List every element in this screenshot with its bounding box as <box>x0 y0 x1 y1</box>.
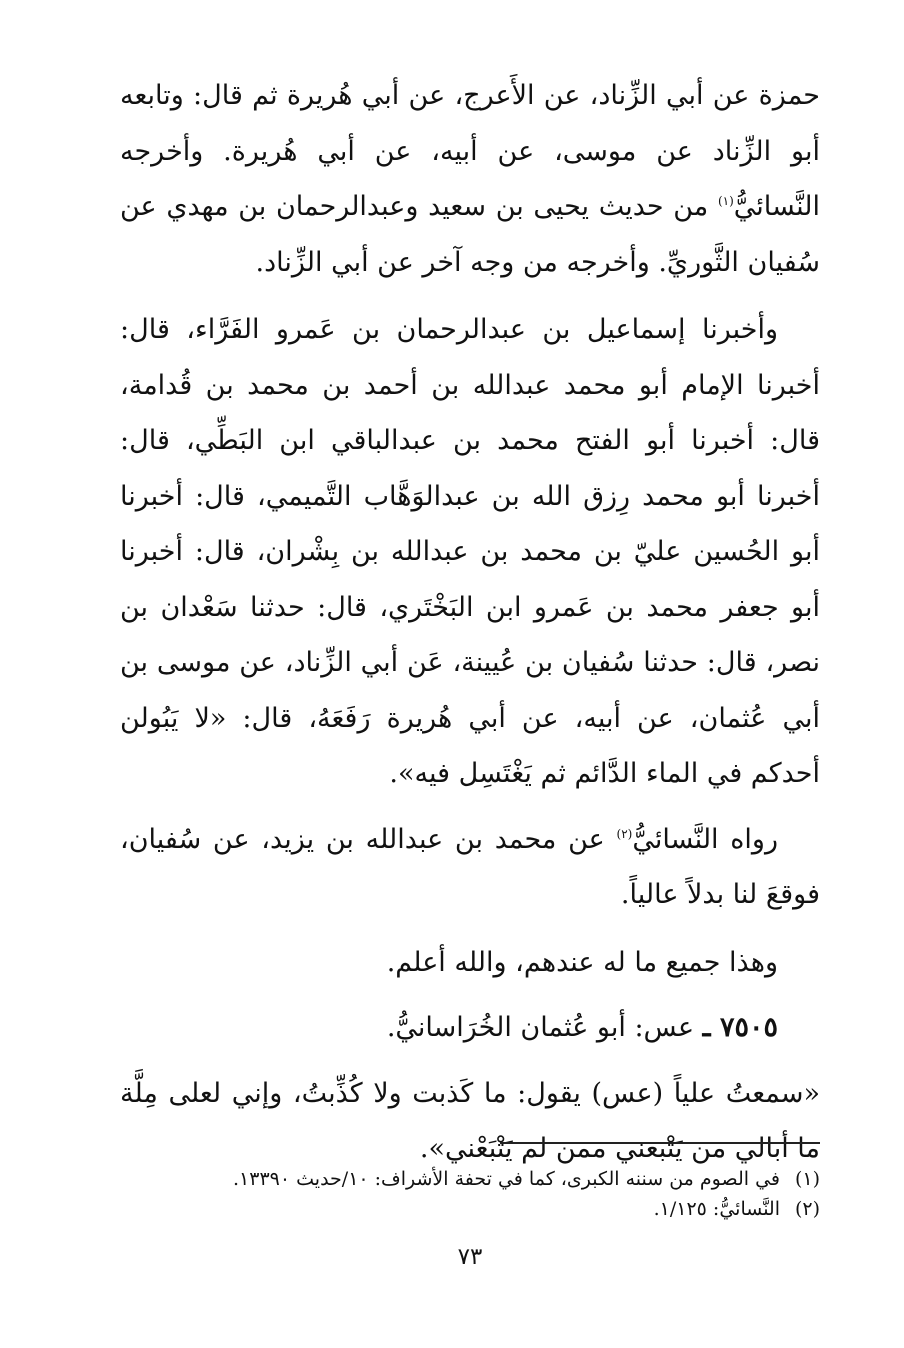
footnote-2 <box>120 1194 820 1224</box>
paragraph-nasai <box>120 812 820 923</box>
paragraph-closing <box>120 935 820 991</box>
paragraph-text: وهذا جميع ما له عندهم، والله أعلم. <box>386 946 778 978</box>
entry-title: عس: أبو عُثمان الخُرَاسانيُّ. <box>386 1012 703 1043</box>
footnote-divider <box>500 1142 820 1144</box>
paragraph-text: حمزة عن أبي الزِّناد، عن الأَعرج، عن أبي هُريرة ثم قال: وتابعه أبو الزِّناد عن موسى، عن أبيه، عن أبي هُريرة. وأخرجه النَّسائيُّ <box>120 80 820 222</box>
footnote-ref-1: (١) <box>717 194 734 208</box>
paragraph-text: «سمعتُ علياً (عس) يقول: ما كَذبت ولا كُذِّبتُ، وإني لعلى مِلَّة ما أبالي من يَتْبعني ممن لم يَتْبَعْني». <box>120 1077 820 1164</box>
footnote-number: (٢) <box>794 1198 820 1220</box>
footnote-ref-2: (٢) <box>616 826 633 841</box>
paragraph-text: وأخبرنا إسماعيل بن عبدالرحمان بن عَمرو الفَرَّاء، قال: أخبرنا الإمام أبو محمد عبدالله بن أحمد بن محمد بن قُدامة، قال: أخبرنا أبو الفتح محمد بن عبدالباقي ابن البَطِّي، قال: أخبرنا أبو محمد رِزق الله بن عبدالوَهَّاب التَّميمي، قال: أخبرنا أبو الحُسين عليّ بن محمد بن عبدالله بن بِشْران، قال: أخبرنا أبو جعفر محمد بن عَمرو ابن البَخْتَري، قال: حدثنا سَعْدان بن نصر، قال: حدثنا سُفيان بن عُيينة، عَن أبي الزِّناد، عن موسى بن أبي عُثمان، عن أبيه، عن أبي هُريرة رَفَعَهُ، قال: «لا يَبُولن أحدكم في الماء الدَّائم ثم يَغْتَسِل فيه». <box>120 314 820 789</box>
footnote-number: (١) <box>794 1168 820 1190</box>
footnote-1 <box>120 1164 820 1194</box>
paragraph-isnad <box>120 302 820 802</box>
footnotes <box>120 1164 820 1224</box>
paragraph-text: من حديث يحيى بن سعيد وعبدالرحمان بن مهدي عن سُفيان الثَّوريِّ. وأخرجه من وجه آخر عن أبي الزِّناد. <box>120 191 820 278</box>
paragraph-hamza <box>120 68 820 290</box>
paragraph-text: عن محمد بن عبدالله بن يزيد، عن سُفيان، فوقعَ لنا بدلاً عالياً. <box>120 823 820 910</box>
paragraph-text: رواه النَّسائيُّ <box>632 823 778 855</box>
entry-heading <box>120 1000 820 1056</box>
entry-number: ٧٥٠٥ ـ <box>702 1012 778 1043</box>
paragraph-quote <box>120 1066 820 1177</box>
page-number: ٧٣ <box>457 1244 483 1270</box>
footnote-text: في الصوم من سننه الكبرى، كما في تحفة الأشراف: ١٠/حديث ١٣٣٩٠. <box>233 1168 780 1190</box>
book-page <box>120 68 820 1338</box>
footnote-text: النَّسائيُّ: ١/١٢٥. <box>653 1198 780 1220</box>
